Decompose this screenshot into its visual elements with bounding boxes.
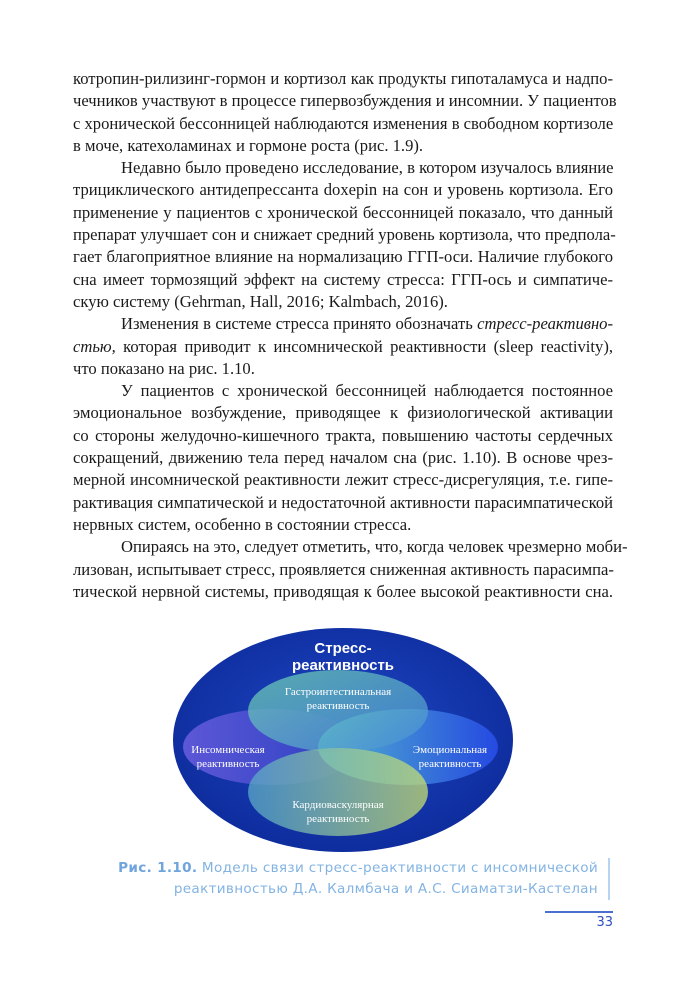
text-line: Опираясь на это, следует отметить, что, когда человек чрезмерно моби- xyxy=(121,537,628,557)
page-number-rule xyxy=(545,911,613,913)
text-line: котропин-рилизинг-гормон и кортизол как продукты гипоталамуса и надпо- xyxy=(73,69,613,88)
emotional-label-2: реактивность xyxy=(418,758,482,770)
text-line: сокращений, движению тела перед началом сна (рис. 1.10). В основе чрез- xyxy=(73,448,613,468)
text-line: Недавно было проведено исследование, в котором изучалось влияние xyxy=(121,158,614,178)
caption-line-1: Модель связи стресс-реактивности с инсомнической xyxy=(197,860,598,876)
paragraph xyxy=(73,536,628,603)
emotional-label-1: Эмоциональная xyxy=(412,744,488,756)
italic-term: стресс-реактивно- xyxy=(477,314,613,334)
caption-line-2: реактивностью Д.А. Калмбача и А.С. Сиаматзи-Кастелан xyxy=(173,881,598,897)
text-line: стью, которая приводит к инсомнической реактивности (sleep reactivity), xyxy=(73,336,613,356)
text-line: лизован, испытывает стресс, проявляется сниженная активность парасимпа- xyxy=(73,559,614,579)
text-line: рактивация симпатической и недостаточной активности парасимпатической xyxy=(73,492,613,512)
text-line: в моче, катехоламинах и гормоне роста (рис. 1.9). xyxy=(73,135,424,155)
text-line: сна имеет тормозящий эффект на систему стресса: ГГП-ось и симпатиче- xyxy=(73,269,613,289)
paragraph xyxy=(73,380,613,536)
insomnia-label-1: Инсомническая xyxy=(191,744,265,756)
text-line: что показано на рис. 1.10. xyxy=(73,358,255,378)
page-number: 33 xyxy=(596,915,613,930)
diagram-title-1: Стресс- xyxy=(314,640,372,657)
insomnia-label-2: реактивность xyxy=(196,758,260,770)
text-line: тической нервной системы, приводящая к более высокой реактивности сна. xyxy=(73,581,613,601)
text-line: с хронической бессонницей наблюдаются изменения в свободном кортизоле xyxy=(73,113,614,133)
paragraph xyxy=(73,68,617,157)
text-line: мерной инсомнической реактивности лежит стресс-дисрегуляция, т.е. гипе- xyxy=(73,470,613,490)
cardio-label-1: Кардиоваскулярная xyxy=(292,799,384,811)
gastro-label-1: Гастроинтестинальная xyxy=(284,686,392,698)
paragraph xyxy=(73,157,616,313)
gastro-label-2: реактивность xyxy=(306,700,370,712)
text-line: нервных систем, особенно в состоянии стресса. xyxy=(73,514,412,534)
text-line: чечников участвуют в процессе гипервозбуждения и инсомнии. У пациентов xyxy=(73,91,617,111)
paragraph xyxy=(73,313,613,380)
cardio-label-2: реактивность xyxy=(306,813,370,825)
text-line: скую систему (Gehrman, Hall, 2016; Kalmbach, 2016). xyxy=(73,291,448,311)
text-line: препарат улучшает сон и снижает средний уровень кортизола, что предпола- xyxy=(73,225,616,245)
text-line: У пациентов с хронической бессонницей наблюдается постоянное xyxy=(121,381,613,401)
text-line: гает благоприятное влияние на нормализацию ГГП-оси. Наличие глубокого xyxy=(73,247,613,267)
stress-reactivity-diagram xyxy=(170,625,520,860)
text-line: Изменения в системе стресса принято обозначать стресс-реактивно- xyxy=(121,314,613,334)
caption-label: Рис. 1.10. xyxy=(118,860,198,876)
diagram-title-2: реактивность xyxy=(291,657,395,674)
figure-caption xyxy=(118,858,610,900)
text-line: применение у пациентов с хронической бессонницей показало, что данный xyxy=(73,202,613,222)
text-line: со стороны желудочно-кишечного тракта, повышению частоты сердечных xyxy=(73,425,613,445)
body-text xyxy=(73,68,628,603)
italic-term: стью, xyxy=(73,336,116,356)
text-line: трициклического антидепрессанта doxepin на сон и уровень кортизола. Его xyxy=(73,180,613,200)
text-line: эмоциональное возбуждение, приводящее к физиологической активации xyxy=(73,403,613,423)
